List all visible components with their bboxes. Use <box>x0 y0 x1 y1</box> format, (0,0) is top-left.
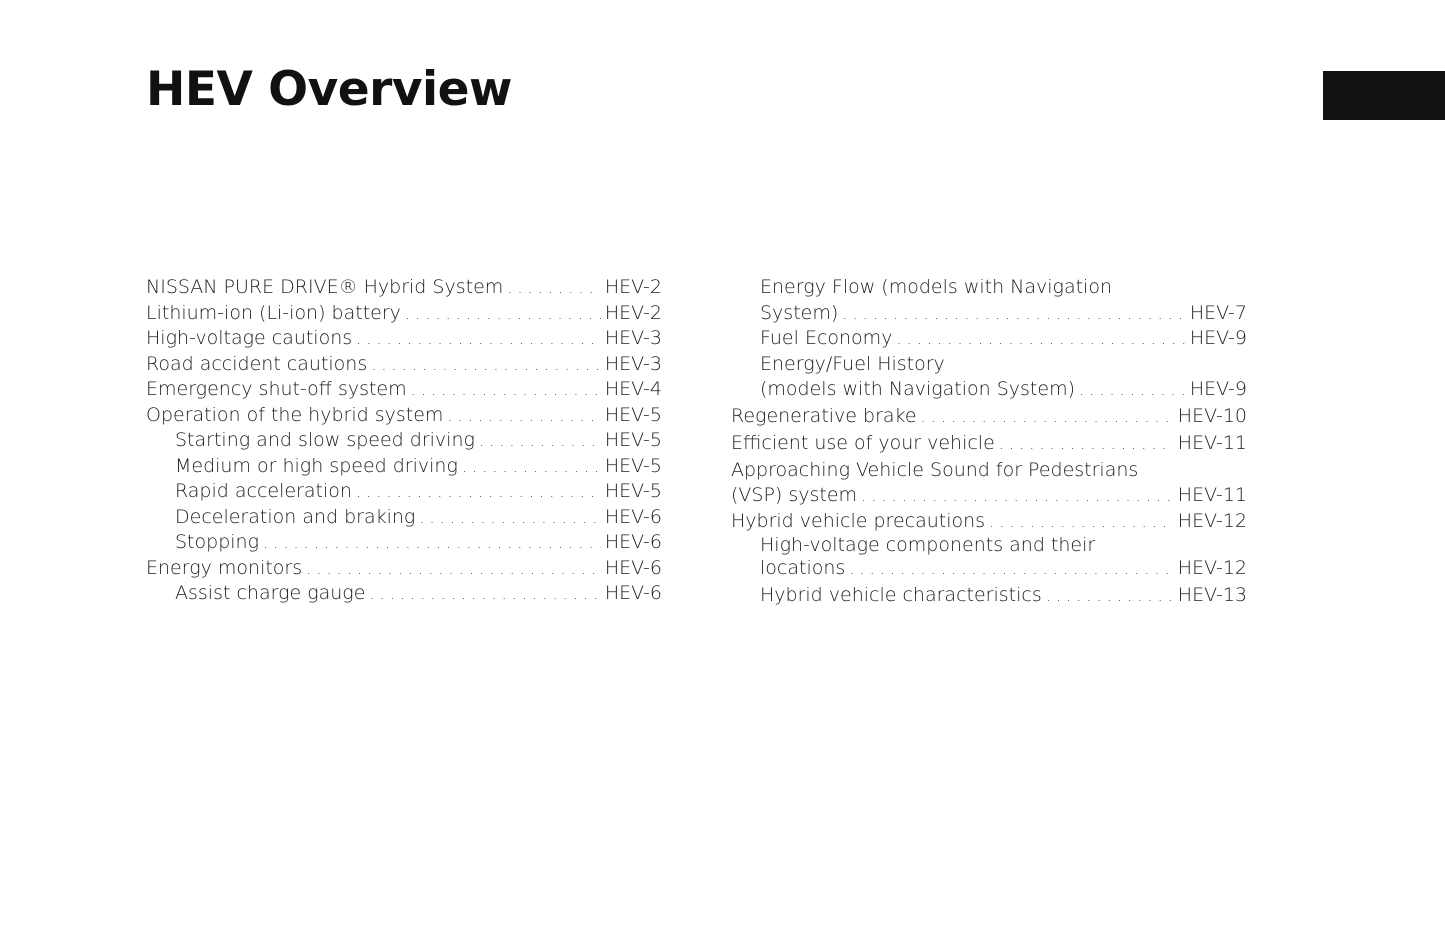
toc-entry[interactable] <box>146 352 662 378</box>
toc-entry[interactable] <box>731 431 1247 457</box>
toc-entry-page: HEV-6 <box>604 582 662 604</box>
dot-leader <box>462 454 601 480</box>
dot-leader <box>371 352 601 378</box>
dot-leader <box>405 301 601 327</box>
toc-subentry[interactable] <box>146 454 662 480</box>
toc-entry-page: HEV-2 <box>604 276 662 298</box>
toc-entry-first-line: Approaching Vehicle Sound for Pedestrians <box>731 458 1139 481</box>
dot-leader <box>896 326 1185 352</box>
dot-leader <box>861 483 1174 509</box>
toc-subentry[interactable] <box>731 275 1247 326</box>
dot-leader <box>1046 583 1174 609</box>
toc-entry-label: (VSP) system <box>731 484 858 506</box>
toc-entry-label: System) <box>760 301 839 324</box>
toc-entry[interactable] <box>146 275 662 301</box>
toc-entry-first-line: High-voltage components and their <box>760 534 1096 556</box>
toc-entry-page: HEV-6 <box>604 531 662 553</box>
dot-leader <box>479 428 601 454</box>
toc-right-column <box>731 275 1247 609</box>
dot-leader <box>1079 377 1186 403</box>
toc-entry-label: Hybrid vehicle precautions <box>731 509 986 532</box>
dot-leader <box>369 581 600 607</box>
toc-left-column <box>146 275 662 607</box>
toc-entry-label: Rapid acceleration <box>175 480 352 502</box>
toc-entry-page: HEV-6 <box>604 505 662 528</box>
toc-entry-label: Lithium-ion (Li-ion) battery <box>146 301 401 324</box>
section-tab-marker <box>1323 71 1445 120</box>
toc-entry-page: HEV-5 <box>604 403 662 426</box>
toc-entry-label: Deceleration and braking <box>175 505 416 528</box>
toc-entry-label: Stopping <box>175 531 259 553</box>
dot-leader <box>263 530 601 556</box>
dot-leader <box>849 557 1173 580</box>
toc-entry-first-line: Energy/Fuel History <box>760 352 945 375</box>
page-title: HEV Overview <box>146 62 512 117</box>
dot-leader <box>842 301 1186 327</box>
dot-leader <box>999 431 1174 457</box>
toc-entry-label: (models with Navigation System) <box>760 378 1075 400</box>
toc-entry-label: Regenerative brake <box>731 404 917 427</box>
toc-entry[interactable] <box>731 458 1247 509</box>
toc-entry-page: HEV-7 <box>1189 301 1247 324</box>
toc-entry-page: HEV-5 <box>604 480 662 502</box>
toc-entry-page: HEV-12 <box>1177 509 1247 532</box>
toc-entry[interactable] <box>146 301 662 327</box>
toc-entry[interactable] <box>146 403 662 429</box>
toc-entry-label: Medium or high speed driving <box>175 454 458 477</box>
dot-leader <box>507 275 601 301</box>
toc-subentry[interactable] <box>146 581 662 607</box>
toc-entry-page: HEV-5 <box>604 454 662 477</box>
dot-leader <box>411 377 601 403</box>
toc-entry[interactable] <box>731 404 1247 430</box>
toc-entry[interactable] <box>146 377 662 403</box>
toc-entry-page: HEV-9 <box>1189 327 1247 349</box>
dot-leader <box>356 479 601 505</box>
toc-entry-label: High-voltage cautions <box>146 327 353 349</box>
toc-entry-label: Emergency shut-off system <box>146 378 407 400</box>
toc-entry-page: HEV-6 <box>604 556 662 579</box>
toc-entry-page: HEV-3 <box>604 327 662 349</box>
toc-subentry[interactable] <box>146 428 662 454</box>
toc-entry[interactable] <box>146 556 662 582</box>
toc-entry-page: HEV-5 <box>604 429 662 451</box>
toc-subentry[interactable] <box>146 505 662 531</box>
toc-entry-page: HEV-9 <box>1189 378 1247 400</box>
toc-entry-page: HEV-10 <box>1177 404 1247 427</box>
dot-leader <box>921 404 1174 430</box>
toc-subentry[interactable] <box>146 479 662 505</box>
toc-entry-label: Operation of the hybrid system <box>146 403 444 426</box>
toc-entry-page: HEV-4 <box>604 378 662 400</box>
toc-subentry[interactable] <box>731 583 1247 609</box>
dot-leader <box>989 509 1174 535</box>
toc-entry-first-line: Energy Flow (models with Navigation <box>760 276 1112 298</box>
toc-entry-label: Efficient use of your vehicle <box>731 431 995 454</box>
dot-leader <box>419 505 601 531</box>
toc-subentry[interactable] <box>731 326 1247 352</box>
toc-entry-label: NISSAN PURE DRIVE® Hybrid System <box>146 276 504 298</box>
toc-entry-label: Fuel Economy <box>760 327 893 349</box>
toc-entry-page: HEV-3 <box>604 352 662 375</box>
toc-entry[interactable] <box>731 509 1247 535</box>
toc-entry[interactable] <box>146 326 662 352</box>
dot-leader <box>306 556 601 582</box>
toc-subentry[interactable] <box>146 530 662 556</box>
toc-entry-label: Assist charge gauge <box>175 582 366 604</box>
toc-entry-page: HEV-13 <box>1177 584 1247 606</box>
toc-subentry[interactable] <box>731 352 1247 403</box>
toc-subentry[interactable] <box>731 534 1247 580</box>
dot-leader <box>356 326 601 352</box>
toc-entry-label: Hybrid vehicle characteristics <box>760 584 1042 606</box>
toc-entry-label: Road accident cautions <box>146 352 368 375</box>
toc-entry-label: Energy monitors <box>146 556 303 579</box>
dot-leader <box>447 403 600 429</box>
toc-entry-label: locations <box>760 557 846 579</box>
toc-entry-label: Starting and slow speed driving <box>175 429 475 451</box>
toc-entry-page: HEV-11 <box>1177 431 1247 454</box>
toc-entry-page: HEV-12 <box>1177 557 1247 579</box>
toc-entry-page: HEV-2 <box>604 301 662 324</box>
toc-entry-page: HEV-11 <box>1177 484 1247 506</box>
